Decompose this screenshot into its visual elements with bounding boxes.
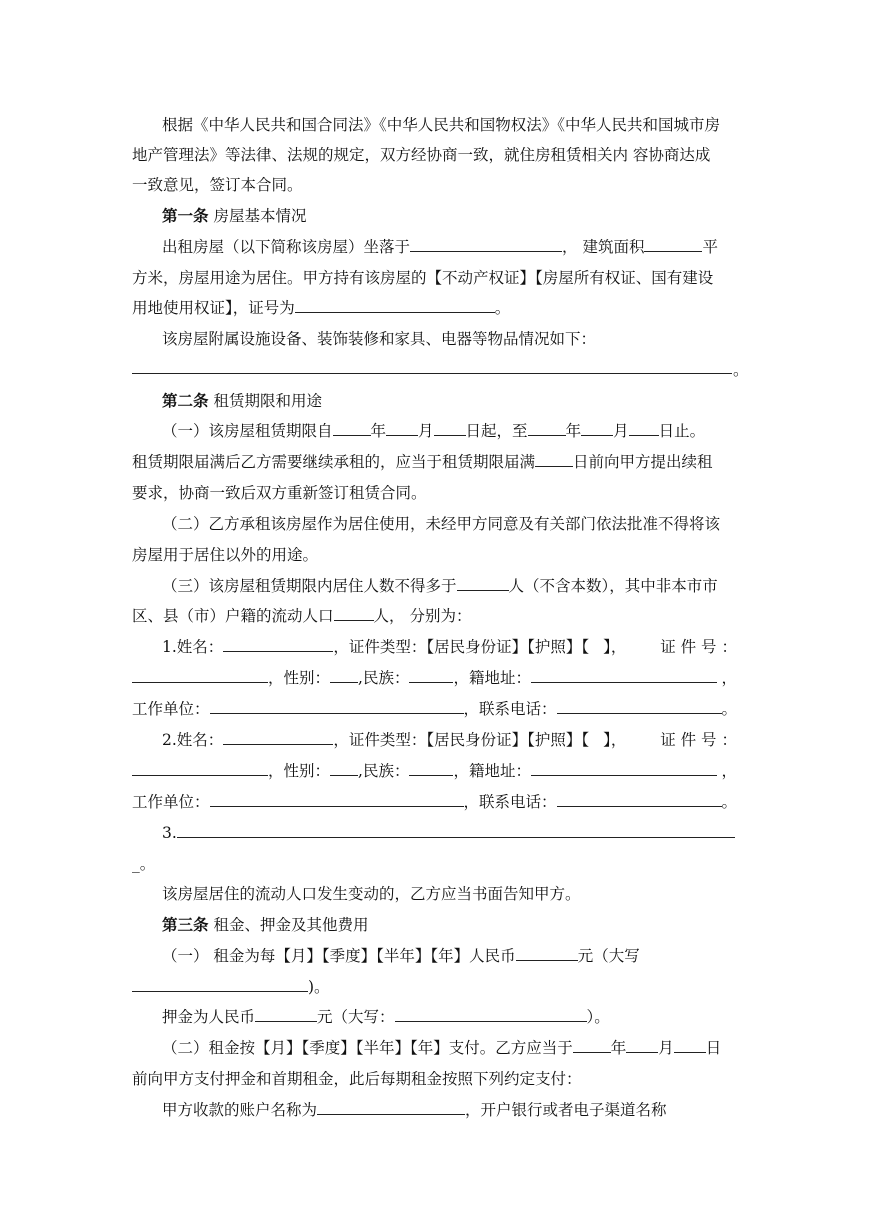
work-label: 工作单位： (132, 793, 210, 811)
occupants-blank[interactable] (457, 575, 509, 591)
comma: ， (721, 762, 737, 780)
person-1-origin-blank[interactable] (531, 667, 717, 683)
comma: ， (721, 669, 737, 687)
payment-line-1 (162, 1037, 721, 1059)
bank-label: ，开户银行或者电子渠道名称 (465, 1101, 667, 1119)
id-type-label: ，证件类型：【居民身份证】【护照】【 (333, 638, 590, 656)
origin-label: ，籍地址： (453, 669, 531, 687)
year-label: 年 (370, 422, 387, 440)
person-1-line-2 (132, 667, 737, 689)
id-type-label: ，证件类型：【居民身份证】【护照】【 (333, 731, 590, 749)
person-1-work-blank[interactable] (210, 698, 464, 714)
intro-line-2: 地产管理法》等法律、法规的规定，双方经协商一致，就住房租赁相关内 容协商达成 (132, 146, 711, 164)
day-label: 日 (705, 1039, 722, 1057)
rent-capital-label: 元（大写 (577, 947, 640, 965)
renewal-line (132, 451, 713, 473)
work-label: 工作单位： (132, 700, 210, 718)
person-number: 1. (162, 638, 177, 656)
account-line (162, 1099, 667, 1121)
name-label: 姓名： (176, 731, 224, 749)
cert-number-blank[interactable] (295, 297, 495, 313)
origin-label: ，籍地址： (453, 762, 531, 780)
id-number-label: 证 件 号 ： (660, 638, 737, 656)
nation-label: ,民族： (358, 762, 410, 780)
migrants-label-2: 人， 分别为： (373, 607, 472, 625)
person-2-nation-blank[interactable] (409, 760, 453, 776)
phone-label: ，联系电话： (463, 793, 557, 811)
lease-start-label: （一）该房屋租赁期限自 (162, 422, 333, 440)
end-day-blank[interactable] (629, 420, 659, 436)
gender-label: ，性别： (268, 762, 331, 780)
month-label: 月 (658, 1039, 674, 1057)
payment-label: （二）租金按【月】【季度】【半年】【年】支付。乙方应当于 (162, 1039, 573, 1057)
facilities-period: 。 (733, 361, 749, 379)
facilities-blank[interactable] (132, 373, 732, 374)
id-type-close: 】， (603, 731, 627, 749)
area-unit: 平 (702, 238, 718, 256)
year-label: 年 (565, 422, 582, 440)
payment-day-blank[interactable] (674, 1037, 706, 1053)
period: 。 (721, 700, 738, 718)
intro-line-1: 根据《中华人民共和国合同法》《中华人民共和国物权法》《中华人民共和国城市房 (162, 116, 721, 134)
person-number: 3. (162, 824, 177, 842)
article-1-number: 第一条 (162, 206, 209, 225)
renewal-label-2: 日前向甲方提出续租 (573, 453, 713, 471)
end-month-blank[interactable] (581, 420, 613, 436)
article-1-line-4: 该房屋附属设施设备、装饰装修和家具、电器等物品情况如下： (162, 330, 597, 348)
person-number: 2. (162, 731, 177, 749)
deposit-amount-blank[interactable] (255, 1006, 317, 1022)
year-label: 年 (610, 1039, 627, 1057)
lease-term-line (162, 420, 705, 442)
deposit-capital-blank[interactable] (395, 1006, 587, 1022)
person-1-line-3 (132, 698, 737, 720)
month-label: 月 (613, 422, 629, 440)
occupants-label: （三）该房屋租赁期限内居住人数不得多于 (162, 577, 457, 595)
person-2-phone-blank[interactable] (557, 791, 722, 807)
rent-capital-close: )。 (308, 978, 330, 996)
migrant-notice: 该房屋居住的流动人口发生变动的，乙方应当书面告知甲方。 (162, 885, 581, 903)
area-label: ， 建筑面积 (562, 238, 645, 256)
person-3-blank[interactable] (177, 822, 735, 838)
month-label: 月 (418, 422, 434, 440)
rent-label: （一） 租金为每【月】【季度】【半年】【年】人民币 (162, 947, 516, 965)
article-2-number: 第二条 (162, 391, 209, 410)
occupants-line-2 (132, 605, 471, 627)
person-1-phone-blank[interactable] (557, 698, 722, 714)
account-label: 甲方收款的账户名称为 (162, 1101, 318, 1119)
occupants-line-1 (162, 575, 718, 597)
payment-year-blank[interactable] (573, 1037, 611, 1053)
phone-label: ，联系电话： (463, 700, 557, 718)
start-month-blank[interactable] (386, 420, 418, 436)
renewal-line-2: 要求，协商一致后双方重新签订租赁合同。 (132, 484, 427, 502)
nation-label: ,民族： (358, 669, 410, 687)
rent-line-1 (162, 945, 640, 967)
id-type-close: 】， (603, 638, 627, 656)
person-1-nation-blank[interactable] (409, 667, 453, 683)
occupants-label-2: 人（不含本数），其中非本市市 (508, 577, 718, 595)
person-2-id-blank[interactable] (132, 760, 268, 776)
intro-line-3: 一致意见，签订本合同。 (132, 176, 303, 194)
day-label: 日起，至 (465, 422, 528, 440)
name-label: 姓名： (176, 638, 224, 656)
payment-line-2: 前向甲方支付押金和首期租金，此后每期租金按照下列约定支付： (132, 1070, 582, 1088)
day-end-label: 日止。 (658, 422, 706, 440)
article-1-line-3 (132, 297, 510, 319)
rent-capital-blank[interactable] (132, 976, 308, 992)
location-blank[interactable] (410, 236, 562, 252)
start-day-blank[interactable] (434, 420, 466, 436)
usage-line-2: 房屋用于居住以外的用途。 (132, 546, 319, 564)
start-year-blank[interactable] (333, 420, 371, 436)
article-1-line-2: 方米，房屋用途为居住。甲方持有该房屋的【不动产权证】【房屋所有权证、国有建设 (132, 269, 714, 287)
article-1-heading (162, 205, 306, 227)
renewal-label: 租赁期限届满后乙方需要继续承租的，应当于租赁期限届满 (132, 453, 536, 471)
usage-line-1: （二）乙方承租该房屋作为居住使用，未经甲方同意及有关部门依法批准不得将该 (162, 515, 721, 533)
cert-label: 用地使用权证】，证号为 (132, 299, 295, 317)
person-2-line-1 (162, 729, 737, 751)
renewal-days-blank[interactable] (535, 451, 573, 467)
area-blank[interactable] (644, 236, 702, 252)
migrants-blank[interactable] (334, 605, 374, 621)
article-3-number: 第三条 (162, 915, 209, 934)
article-3-heading (162, 914, 368, 936)
deposit-line (162, 1006, 610, 1028)
gender-label: ，性别： (268, 669, 331, 687)
person-1-line-1 (162, 636, 737, 658)
person-1-id-blank[interactable] (132, 667, 268, 683)
person-2-line-2 (132, 760, 737, 782)
article-2-title: 租赁期限和用途 (213, 392, 322, 410)
article-1-title: 房屋基本情况 (213, 207, 307, 225)
person-1-gender-blank[interactable] (330, 667, 358, 683)
article-2-heading (162, 390, 322, 412)
payment-month-blank[interactable] (626, 1037, 658, 1053)
person-2-gender-blank[interactable] (330, 760, 358, 776)
account-name-blank[interactable] (317, 1099, 465, 1115)
deposit-capital-label: 元（大写： (317, 1008, 395, 1026)
deposit-label: 押金为人民币 (162, 1008, 256, 1026)
article-3-title: 租金、押金及其他费用 (213, 916, 369, 934)
article-1-line-1 (162, 236, 718, 258)
period: 。 (721, 793, 738, 811)
person-2-work-blank[interactable] (210, 791, 464, 807)
person-2-name-blank[interactable] (223, 729, 333, 745)
person-2-origin-blank[interactable] (531, 760, 717, 776)
cert-period: 。 (494, 299, 511, 317)
rent-line-2 (132, 976, 330, 998)
person-2-line-3 (132, 791, 737, 813)
end-year-blank[interactable] (528, 420, 566, 436)
location-label: 出租房屋（以下简称该房屋）坐落于 (162, 238, 411, 256)
person-1-name-blank[interactable] (223, 636, 333, 652)
id-number-label: 证 件 号 ： (660, 731, 737, 749)
person-3-line-2: _。 (132, 855, 156, 873)
deposit-close: ）。 (586, 1008, 610, 1026)
rent-amount-blank[interactable] (516, 945, 578, 961)
migrants-label: 区、县（市）户籍的流动人口 (132, 607, 334, 625)
person-3-line-1 (162, 822, 735, 844)
